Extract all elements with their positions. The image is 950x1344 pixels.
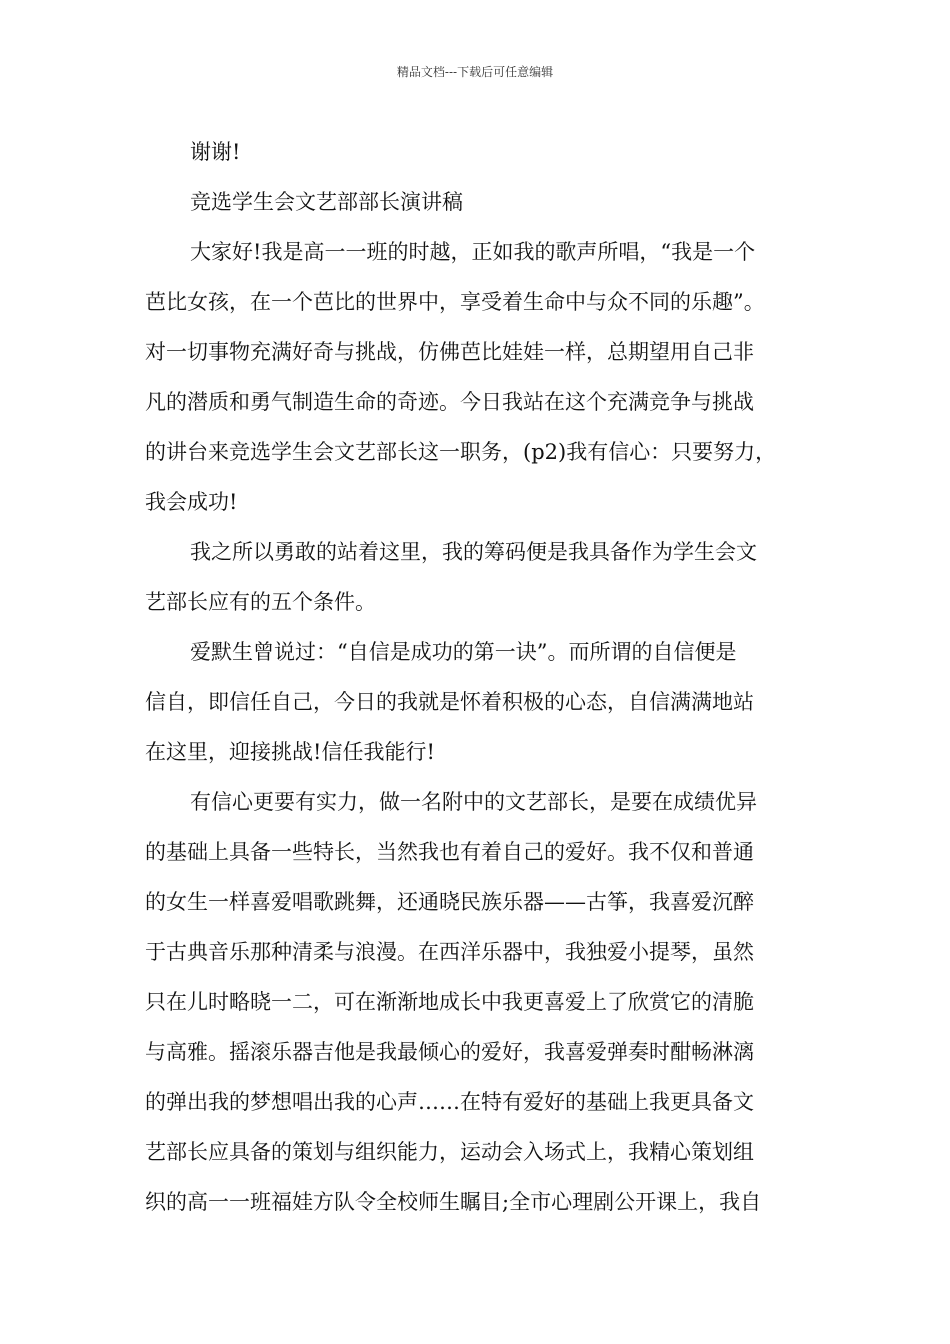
page-header: 精品文档---下载后可任意编辑 [396,65,554,79]
text-line: 织的高一一班福娃方队令全校师生瞩目;全市心理剧公开课上，我自 [145,1190,762,1214]
text-line: 对一切事物充满好奇与挑战，仿佛芭比娃娃一样，总期望用自己非 [145,340,754,364]
section-title: 竞选学生会文艺部部长演讲稿 [190,190,463,214]
text-line: 我之所以勇敢的站着这里，我的筹码便是我具备作为学生会文 [190,540,757,564]
text-line: 艺部长应具备的策划与组织能力，运动会入场式上，我精心策划组 [145,1140,754,1164]
text-line: 芭比女孩，在一个芭比的世界中，享受着生命中与众不同的乐趣”。 [145,290,765,314]
text-line: 谢谢! [190,140,241,164]
text-line: 于古典音乐那种清柔与浪漫。在西洋乐器中，我独爱小提琴，虽然 [145,940,754,964]
text-line: 与高雅。摇滚乐器吉他是我最倾心的爱好，我喜爱弹奏时酣畅淋漓 [145,1040,754,1064]
text-line: 的讲台来竞选学生会文艺部长这一职务，(p2)我有信心：只要努力， [145,440,777,464]
text-line: 我会成功! [145,490,238,514]
text-line: 艺部长应有的五个条件。 [145,590,376,614]
text-line: 信自，即信任自己，今日的我就是怀着积极的心态，自信满满地站 [145,690,754,714]
text-line: 在这里，迎接挑战!信任我能行! [145,740,435,764]
text-line: 有信心更要有实力，做一名附中的文艺部长，是要在成绩优异 [190,790,757,814]
text-line: 爱默生曾说过：“自信是成功的第一诀”。而所谓的自信便是 [190,640,737,664]
text-line: 大家好!我是高一一班的时越，正如我的歌声所唱，“我是一个 [190,240,756,264]
text-line: 凡的潜质和勇气制造生命的奇迹。今日我站在这个充满竞争与挑战 [145,390,754,414]
text-line: 的弹出我的梦想唱出我的心声……在特有爱好的基础上我更具备文 [145,1090,754,1114]
text-line: 的女生一样喜爱唱歌跳舞，还通晓民族乐器——古筝，我喜爱沉醉 [145,890,754,914]
text-line: 的基础上具备一些特长，当然我也有着自己的爱好。我不仅和普通 [145,840,754,864]
text-line: 只在儿时略晓一二，可在渐渐地成长中我更喜爱上了欣赏它的清脆 [145,990,754,1014]
